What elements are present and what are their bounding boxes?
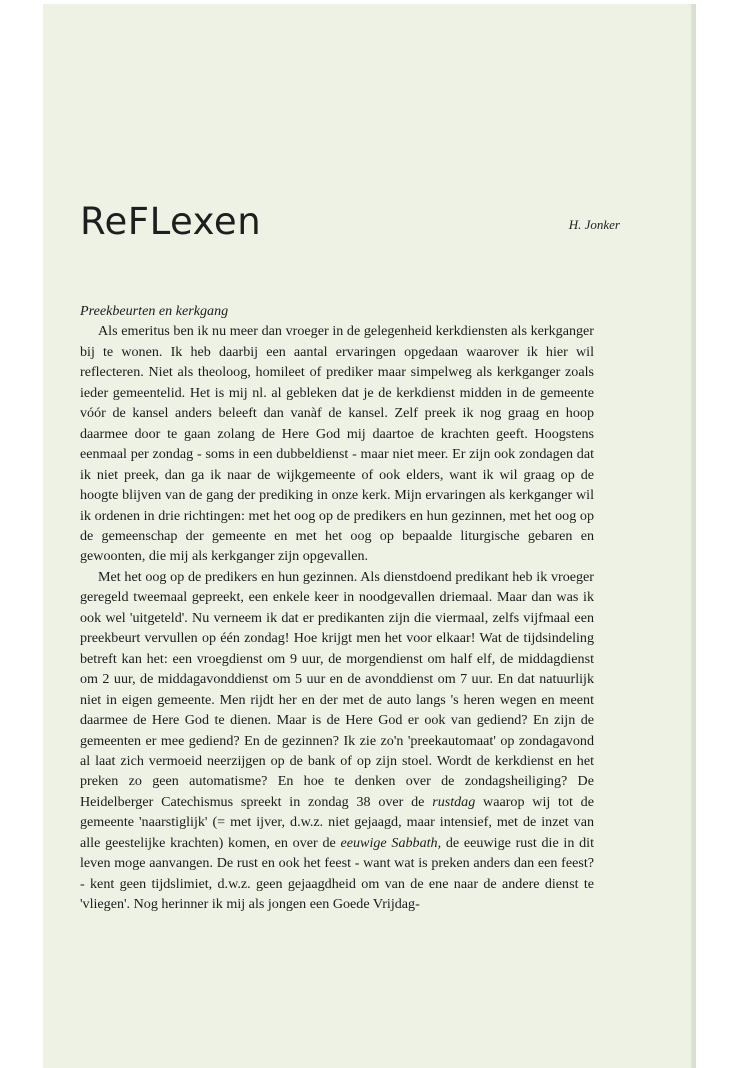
emphasis-rustdag: rustdag <box>432 793 476 810</box>
paragraph-text: de eeuwige rust die in dit leven moge aanvangen. De rust en ook het feest - want wat is preken anders dan een feest? - kent geen tijdslimiet, d.w.z. geen gejaagdheid om van de ene naar de andere dienst te 'vliegen'. Nog herinner ik mij als jongen een Goede Vrijdag- <box>80 834 595 913</box>
paragraph-text: Met het oog op de predikers en hun gezinnen. Als dienstdoend predikant heb ik vroeger geregeld tweemaal gepreekt, een enkele keer in noodgevallen driemaal. Maar dan was ik ook wel 'uitgeteld'. Nu verneem ik dat er predikanten zijn die viermaal, zelfs vijfmaal een preekbeurt vervullen op één zondag! Hoe krijgt men het voor elkaar! Wat de tijdsindeling betreft kan het: een vroegdienst om 9 uur, de morgendienst om half elf, de middagdienst om 2 uur, de middagavonddienst om 5 uur en de avonddienst om 7 uur. En dat natuurlijk niet in eigen gemeente. Men rijdt her en der met de auto langs 's heren wegen en meent daarmee de Here God te dienen. Maar is de Here God er ook van gediend? En zijn de gemeenten er mee gediend? En de gezinnen? Ik zie zo'n 'preekautomaat' op zondagavond al laat zich vermoeid neerzijgen op de bank of op zijn stoel. Wordt de kerkdienst en het preken zo geen automatisme? En hoe te denken over de zondagsheiliging? De Heidelberger Catechismus spreekt in zondag 38 over de <box>80 568 594 810</box>
paragraph-text: Als emeritus ben ik nu meer dan vroeger in de gelegenheid kerkdiensten als kerkganger bij te wonen. Ik heb daarbij een aantal ervaringen opgedaan waarover ik hier wil reflecteren. Niet als theoloog, homileet of prediker maar simpelweg als kerkganger zoals ieder gemeentelid. Het is mij nl. al gebleken dat je de kerkdienst midden in de gemeente vóór de kansel anders beleeft dan vanàf de kansel. Zelf preek ik nog graag en hoop daarmee door te gaan zolang de Here God mij daartoe de krachten geeft. Hoogstens eenmaal per zondag - soms in een dubbeldienst - maar niet meer. Er zijn ook zondagen dat ik niet preek, dan ga ik naar de wijkgemeente of ook elders, want ik wil graag op de hoogte blijven van de gang der prediking in onze kerk. Mijn ervaringen als kerkganger wil ik ordenen in drie richtingen: met het oog op de predikers en hun gezinnen, met het oog op de gemeenschap der gemeente en met het oog op bepaalde liturgische gebaren en gewoonten, die mij als kerkganger zijn opgevallen. <box>80 323 594 565</box>
author-name: H. Jonker <box>568 217 620 232</box>
emphasis-eeuwige-sabbath: eeuwige Sabbath, <box>340 834 442 851</box>
section-heading: Preekbeurten en kerkgang <box>80 303 229 319</box>
paragraph-2 <box>80 567 594 915</box>
paragraph-text: waarop wij tot de gemeente 'naarstiglijk' (= met ijver, d.w.z. niet gejaagd, maar intensief, met de inzet van alle geestelijke krachten) komen, en over de <box>80 793 594 851</box>
article-body <box>80 301 594 915</box>
paragraph-1 <box>80 321 594 566</box>
page-edge <box>693 4 696 1068</box>
article-title: ReFLexen <box>80 200 262 243</box>
